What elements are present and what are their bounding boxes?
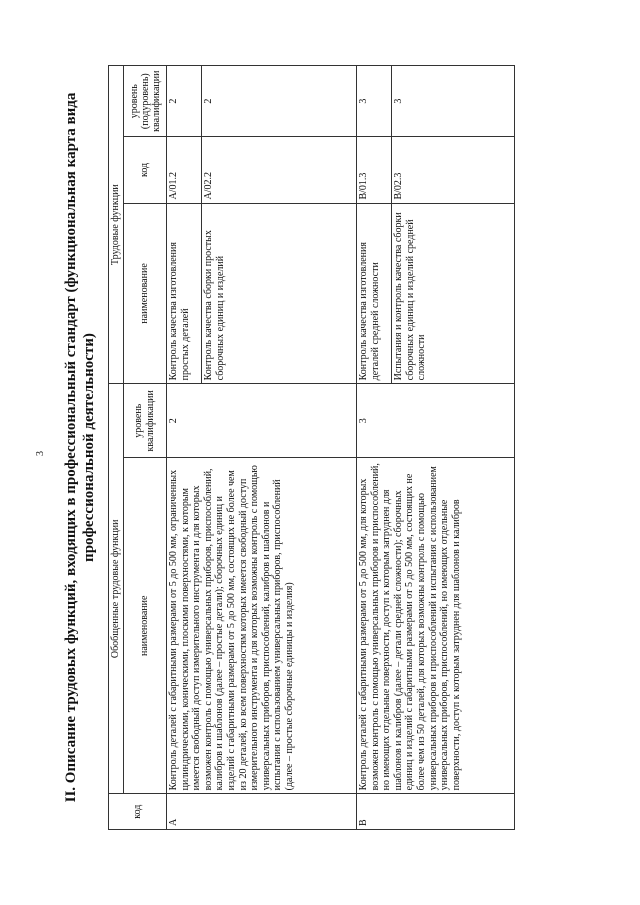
labor-function-sublevel: 2: [202, 66, 357, 137]
labor-function-code: A/01.2: [167, 137, 202, 203]
table-row: [357, 66, 392, 830]
generalized-code: A: [167, 794, 357, 830]
section-title: [62, 65, 98, 830]
section-title-line-1: II. Описание трудовых функций, входящих в профессиональный стандарт (функциональная карта вида: [63, 92, 79, 803]
labor-function-sublevel: 3: [357, 66, 392, 137]
labor-function-code: B/02.3: [392, 137, 515, 203]
header-labor-code: код: [124, 137, 167, 203]
labor-function-name: Контроль качества изготовления простых деталей: [167, 203, 202, 384]
header-labor-name: наименование: [124, 203, 167, 384]
functional-map-table: [108, 65, 515, 830]
header-labor-functions: Трудовые функции: [109, 66, 124, 384]
generalized-name: Контроль деталей с габаритными размерами от 5 до 500 мм, ограниченных цилиндрическими, коническими, плоскими поверхностями, к которым имеется свободный доступ измерительного инструмента и для которых возможен контроль с помощью универсальных приборов, приспособлений, калибров и шаблонов (далее – простые детали); сборочных единиц и изделий с габаритными размерами от 5 до 500 мм, состоящих не более чем из 20 деталей, ко всем поверхностям которых имеется свободный доступ измерительного инструмента и для которых возможны контроль с помощью универсальных приборов, приспособлений, калибров и шаблонов и испытания с использованием универсальных приборов, приспособлений (далее – простые сборочные единицы и изделия): [167, 458, 357, 794]
header-generalized-functions: Обобщенные трудовые функции: [109, 384, 124, 794]
labor-function-name: Испытания и контроль качества сборки сборочных единиц и изделий средней сложности: [392, 203, 515, 384]
section-title-line-2: профессиональной деятельности): [81, 333, 97, 562]
labor-function-name: Контроль качества сборки простых сборочных единиц и изделий: [202, 203, 357, 384]
header-row-columns: [124, 66, 167, 830]
header-labor-sublevel: уровень (подуровень) квалификации: [124, 66, 167, 137]
generalized-level: 2: [167, 384, 357, 458]
header-generalized-level: уровень квалификации: [124, 384, 167, 458]
generalized-code: B: [357, 794, 515, 830]
header-generalized-name: наименование: [124, 458, 167, 794]
labor-function-code: B/01.3: [357, 137, 392, 203]
table-row: [167, 66, 202, 830]
generalized-name: Контроль деталей с габаритными размерами от 5 до 500 мм, для которых возможен контроль с помощью универсальных приборов и приспособлений, но имеющих отдельные поверхности, доступ к которым затруднен для шаблонов и калибров (далее – детали средней сложности); сборочных единиц и изделий с габаритными размерами от 5 до 500 мм, состоящих не более чем из 50 деталей, для которых возможны контроль с помощью универсальных приборов и приспособлений и испытания с использованием универсальных приборов, приспособлений, но имеющих отдельные поверхности, доступ к которым затруднен для шаблонов и калибров: [357, 458, 515, 794]
header-row-groups: [109, 66, 124, 830]
labor-function-sublevel: 2: [167, 66, 202, 137]
labor-function-code: A/02.2: [202, 137, 357, 203]
rotated-page-content: [62, 65, 612, 830]
page-number: 3: [35, 451, 46, 456]
header-code: код: [109, 794, 167, 830]
labor-function-name: Контроль качества изготовления деталей средней сложности: [357, 203, 392, 384]
generalized-level: 3: [357, 384, 515, 458]
labor-function-sublevel: 3: [392, 66, 515, 137]
